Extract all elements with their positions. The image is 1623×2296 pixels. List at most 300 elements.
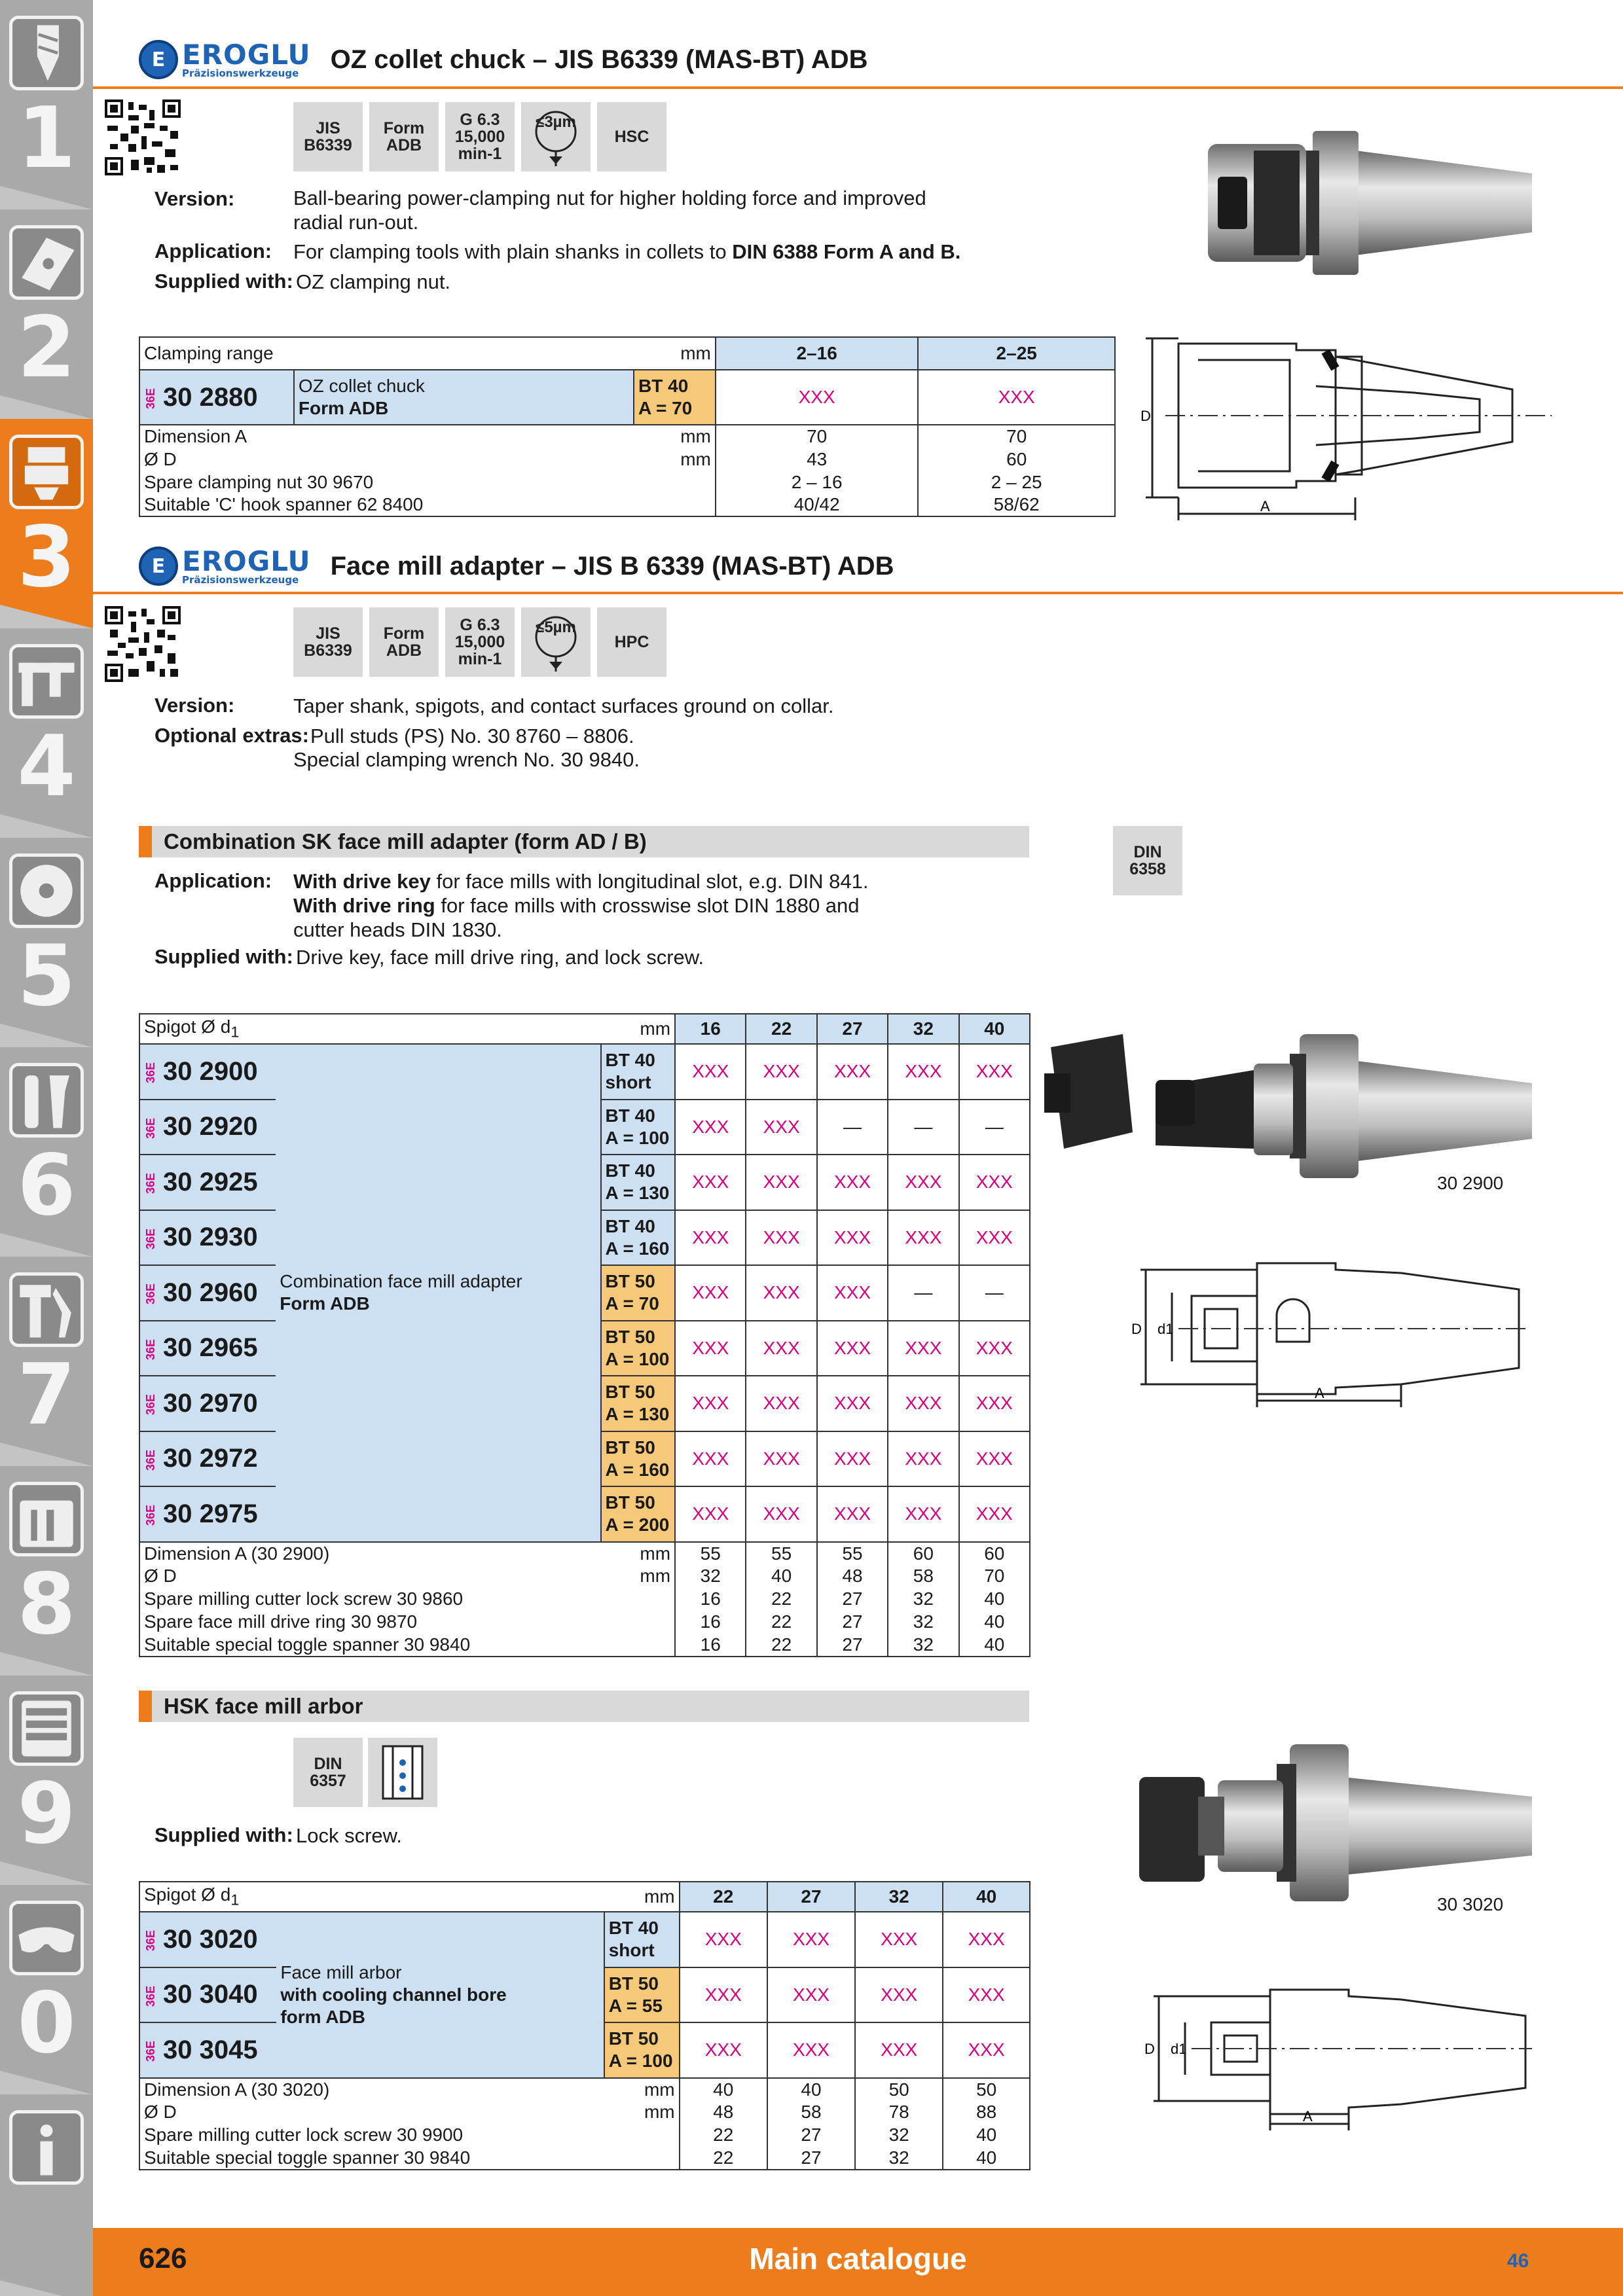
table-row: [139, 1912, 1030, 1967]
price-cell[interactable]: XXX: [959, 1376, 1030, 1431]
price-cell[interactable]: —: [817, 1100, 888, 1155]
dimension-value: 40: [746, 1565, 816, 1588]
s1-table: [139, 336, 1116, 517]
heading-marker: [139, 826, 152, 857]
dimension-value: 50: [943, 2078, 1030, 2101]
s3-heading: Combination SK face mill adapter (form AD / B): [164, 829, 647, 853]
dimension-value: 43: [716, 448, 919, 471]
spec-badge: [597, 607, 666, 677]
dimension-value: 55: [817, 1542, 888, 1565]
page-number: 626: [139, 2242, 187, 2274]
badge-line: G 6.3: [460, 615, 500, 634]
article-cell: [139, 1912, 276, 1967]
dimension-unit: [604, 2124, 680, 2147]
bt-cell: [601, 1155, 676, 1210]
description-cell: [276, 1044, 600, 1542]
s4-supplied-label: Supplied with:: [155, 1823, 293, 1846]
badge-line: 15,000: [454, 127, 505, 146]
dimension-value: 22: [680, 2124, 767, 2147]
insert-icon: [9, 225, 84, 300]
badge-line: 6358: [1129, 860, 1166, 878]
dimension-unit: [601, 1588, 676, 1611]
s2-version-text: Taper shank, spigots, and contact surfaces ground on collar.: [293, 694, 834, 717]
chapter-sidebar: [0, 0, 93, 2296]
price-cell[interactable]: XXX: [680, 1967, 767, 2023]
price-cell[interactable]: —: [959, 1100, 1030, 1155]
article-prefix: 36E: [144, 1930, 157, 1952]
dimension-label: Ø D: [139, 448, 634, 471]
dimension-value: 16: [675, 1634, 746, 1657]
desc-line-bold: Form ADB: [298, 398, 389, 418]
article-number[interactable]: 30 3040: [163, 1980, 258, 2009]
chapter-number: 5: [17, 927, 76, 1025]
desc-line-bold: form ADB: [280, 2006, 365, 2027]
price-cell[interactable]: XXX: [959, 1431, 1030, 1487]
dimension-row: [139, 1542, 1030, 1565]
price-cell[interactable]: XXX: [767, 1912, 855, 1967]
price-cell[interactable]: XXX: [888, 1486, 958, 1542]
s1-article-cell: [139, 370, 294, 425]
price-cell[interactable]: XXX: [888, 1210, 958, 1266]
s3-heading-bar: [139, 826, 1029, 857]
price-cell[interactable]: XXX: [918, 370, 1115, 425]
price-cell[interactable]: XXX: [746, 1486, 816, 1542]
price-cell[interactable]: XXX: [817, 1210, 888, 1266]
s1-table-head-label: Clamping range: [139, 337, 634, 370]
badge-line: JIS: [316, 118, 340, 137]
dimension-value: 58/62: [918, 493, 1115, 516]
drawing-d-label: D: [1140, 408, 1151, 424]
s3-supplied-label: Supplied with:: [155, 945, 293, 968]
chapter-tab-3[interactable]: [0, 419, 93, 628]
dimension-value: 48: [817, 1565, 888, 1588]
dimension-label: Suitable special toggle spanner 30 9840: [139, 2147, 604, 2170]
bt-length: A = 55: [608, 1995, 663, 2016]
dimension-value: 55: [675, 1542, 746, 1565]
hsk-face-mill-arbor-photo: [1126, 1718, 1545, 1914]
bt-size: BT 40: [638, 376, 689, 396]
chuck-icon: [9, 435, 84, 509]
chapter-tab-4[interactable]: [0, 628, 93, 838]
dimension-row: [139, 2124, 1030, 2147]
price-cell[interactable]: XXX: [675, 1210, 746, 1266]
dimension-value: 32: [675, 1565, 746, 1588]
price-cell[interactable]: XXX: [959, 1486, 1030, 1542]
dimension-label: Spare face mill drive ring 30 9870: [139, 1611, 601, 1634]
price-cell[interactable]: XXX: [959, 1210, 1030, 1266]
dimension-row: [139, 1565, 1030, 1588]
dimension-value: 22: [680, 2147, 767, 2170]
dimension-label: Dimension A (30 2900): [139, 1542, 601, 1565]
spec-badge: [369, 607, 439, 677]
price-cell[interactable]: XXX: [675, 1486, 746, 1542]
price-cell[interactable]: XXX: [680, 2022, 767, 2078]
article-cell: [139, 1486, 276, 1542]
s2-optional-text1: Pull studs (PS) No. 30 8760 – 8806.: [310, 725, 634, 747]
bt-cell: [601, 1431, 676, 1487]
bt-size: BT 50: [605, 1326, 655, 1347]
section1-header: [139, 37, 868, 82]
price-cell[interactable]: XXX: [817, 1044, 888, 1100]
page-footer: [93, 2228, 1623, 2296]
bt-length: A = 130: [605, 1404, 670, 1425]
price-cell[interactable]: XXX: [746, 1376, 816, 1431]
price-cell[interactable]: XXX: [767, 2022, 855, 2078]
app-bold: With drive ring: [293, 894, 435, 917]
chapter-tab-0[interactable]: [0, 1885, 93, 2094]
dimension-label: Spare milling cutter lock screw 30 9900: [139, 2124, 604, 2147]
footer-title: Main catalogue: [749, 2242, 967, 2276]
desc-line: Face mill arbor: [280, 1962, 402, 1982]
dimension-row: [139, 1634, 1030, 1657]
bt-cell: [601, 1486, 676, 1542]
price-cell[interactable]: XXX: [746, 1155, 816, 1210]
bt-size: BT 50: [605, 1271, 655, 1292]
article-number[interactable]: 30 2975: [163, 1499, 258, 1528]
dimension-value: 32: [888, 1588, 958, 1611]
price-cell[interactable]: XXX: [817, 1431, 888, 1487]
article-number[interactable]: 30 2880: [163, 382, 258, 412]
article-cell: [139, 1100, 276, 1155]
bt-cell: [604, 2022, 680, 2078]
price-cell[interactable]: XXX: [855, 2022, 943, 2078]
price-cell[interactable]: —: [959, 1265, 1030, 1321]
article-number[interactable]: 30 3020: [163, 1924, 258, 1954]
runout-label: ≤3µm: [536, 113, 576, 131]
brand-logo: [139, 547, 311, 586]
drawing-a-label: A: [1260, 498, 1270, 514]
face-mill-adapter-drawing: [1126, 1257, 1532, 1414]
dimension-value: 40: [680, 2078, 767, 2101]
price-cell[interactable]: XXX: [888, 1321, 958, 1376]
s1-col-head: 2–16: [716, 337, 919, 370]
price-cell[interactable]: XXX: [675, 1044, 746, 1100]
face-mill-adapter-photo: [1038, 1008, 1548, 1198]
price-cell[interactable]: XXX: [675, 1376, 746, 1431]
article-prefix: 36E: [144, 1062, 157, 1084]
bt-length: A = 160: [605, 1238, 670, 1259]
dimension-row: [139, 2147, 1030, 2170]
price-cell[interactable]: XXX: [675, 1321, 746, 1376]
desc-line-bold: Form ADB: [280, 1293, 370, 1314]
price-cell[interactable]: XXX: [959, 1155, 1030, 1210]
article-prefix: 36E: [144, 2041, 157, 2062]
cabinet-icon: [9, 1691, 84, 1766]
chapter-tab-2[interactable]: [0, 209, 93, 419]
bt-size: BT 50: [608, 2028, 659, 2049]
article-prefix: 36E: [144, 1449, 157, 1471]
dimension-value: 58: [888, 1565, 958, 1588]
bt-length: A = 100: [608, 2051, 673, 2072]
badge-line: G 6.3: [460, 110, 500, 129]
dimension-value: 78: [855, 2101, 943, 2124]
price-cell[interactable]: XXX: [888, 1376, 958, 1431]
dimension-row: [139, 2078, 1030, 2101]
s1-col-head: 2–25: [918, 337, 1115, 370]
price-cell[interactable]: XXX: [888, 1044, 958, 1100]
dimension-value: 70: [959, 1565, 1030, 1588]
article-number[interactable]: 30 2900: [163, 1056, 258, 1086]
chapter-number: 6: [17, 1137, 76, 1234]
bt-cell: [601, 1321, 676, 1376]
price-cell[interactable]: XXX: [888, 1155, 958, 1210]
dimension-label: Spare clamping nut 30 9670: [139, 471, 634, 493]
table-head-label: Spigot Ø $d_1$: [139, 1882, 604, 1912]
collet-chuck-drawing: [1139, 331, 1565, 530]
dimension-row: [139, 2101, 1030, 2124]
article-number[interactable]: 30 2930: [163, 1223, 258, 1252]
price-cell[interactable]: XXX: [675, 1265, 746, 1321]
dimension-value: 60: [888, 1542, 958, 1565]
dimension-unit: mm: [604, 2101, 680, 2124]
column-head: 32: [888, 1014, 958, 1044]
article-cell: [139, 1376, 276, 1431]
price-cell[interactable]: XXX: [943, 1967, 1030, 2023]
dimension-unit: [634, 471, 716, 493]
saw-blade-icon: [9, 853, 84, 928]
s2-optional-label: Optional extras:: [155, 724, 309, 747]
dimension-label: Dimension A (30 3020): [139, 2078, 604, 2101]
dimension-value: 40/42: [716, 493, 919, 516]
dimension-unit: mm: [634, 425, 716, 448]
spec-badge: [445, 102, 515, 171]
chapter-tab-i[interactable]: [0, 2094, 93, 2296]
price-cell[interactable]: XXX: [746, 1321, 816, 1376]
dimension-value: 50: [855, 2078, 943, 2101]
brand-name: EROGLU: [182, 38, 311, 71]
dimension-unit: [604, 2147, 680, 2170]
s1-supplied-text: OZ clamping nut.: [296, 270, 451, 293]
price-cell[interactable]: XXX: [888, 1431, 958, 1487]
badge-line: HSC: [614, 127, 649, 146]
s1-desc-cell: [294, 370, 634, 425]
table-header-row: [139, 1882, 1030, 1912]
dimension-unit: mm: [601, 1565, 676, 1588]
article-number[interactable]: 30 2970: [163, 1388, 258, 1418]
dimension-value: 22: [746, 1611, 816, 1634]
dimension-value: 60: [918, 448, 1115, 471]
price-cell[interactable]: XXX: [746, 1431, 816, 1487]
chapter-number: 2: [17, 299, 76, 397]
drawing-a-label: A: [1315, 1385, 1324, 1401]
price-cell[interactable]: XXX: [943, 1912, 1030, 1967]
price-cell[interactable]: —: [888, 1265, 958, 1321]
bt-size: BT 50: [605, 1437, 655, 1458]
price-cell[interactable]: —: [888, 1100, 958, 1155]
dimension-value: 32: [855, 2147, 943, 2170]
column-head: 32: [855, 1882, 943, 1912]
article-number[interactable]: 30 2965: [163, 1333, 258, 1363]
chapter-number: 0: [17, 1975, 76, 2072]
bt-cell: [601, 1376, 676, 1431]
price-cell[interactable]: XXX: [716, 370, 919, 425]
heading-marker: [139, 1691, 152, 1722]
dimension-value: 2 – 25: [918, 471, 1115, 493]
s3-table: [139, 1013, 1030, 1657]
article-prefix: 36E: [144, 1117, 157, 1139]
price-cell[interactable]: XXX: [746, 1210, 816, 1266]
runout-label: ≤5µm: [536, 619, 576, 636]
bt-length: A = 160: [605, 1459, 670, 1480]
column-head: 40: [959, 1014, 1030, 1044]
dimension-unit: [634, 493, 716, 516]
article-cell: [139, 2022, 276, 2078]
price-cell[interactable]: XXX: [855, 1912, 943, 1967]
chapter-tab-7[interactable]: [0, 1257, 93, 1466]
chapter-tab-9[interactable]: [0, 1676, 93, 1885]
price-cell[interactable]: XXX: [680, 1912, 767, 1967]
dimension-unit: mm: [601, 1542, 676, 1565]
article-number[interactable]: 30 2920: [163, 1112, 258, 1141]
chapter-tab-1[interactable]: [0, 0, 93, 209]
price-cell[interactable]: XXX: [817, 1376, 888, 1431]
brand-name: EROGLU: [182, 545, 311, 577]
drawing-d1-label: d1: [1171, 2041, 1187, 2057]
bt-length: A = 100: [605, 1348, 670, 1369]
drawing-d-label: D: [1144, 2041, 1155, 2057]
s1-application-plain: For clamping tools with plain shanks in collets to: [293, 240, 733, 263]
price-cell[interactable]: XXX: [675, 1155, 746, 1210]
chapter-tab-5[interactable]: [0, 838, 93, 1047]
qr-code-icon[interactable]: [105, 606, 181, 682]
s2-version-label: Version:: [155, 694, 235, 717]
dimension-value: 58: [767, 2101, 855, 2124]
badge-line: 6357: [310, 1772, 346, 1790]
spec-badge: [521, 102, 591, 171]
section2-header: [139, 543, 894, 589]
bt-length: A = 70: [605, 1293, 659, 1314]
dimension-row: [139, 471, 1115, 493]
s4-table: [139, 1881, 1030, 2170]
dimension-value: 2 – 16: [716, 471, 919, 493]
spec-badge: [597, 102, 666, 171]
tab-divider: [0, 2280, 93, 2296]
table-head-label: Spigot Ø $d_1$: [139, 1014, 601, 1044]
article-number[interactable]: 30 2960: [163, 1278, 258, 1307]
chapter-number: 9: [17, 1765, 76, 1863]
price-cell[interactable]: XXX: [817, 1321, 888, 1376]
section1-title: OZ collet chuck – JIS B6339 (MAS-BT) ADB: [330, 45, 868, 74]
dimension-label: Suitable special toggle spanner 30 9840: [139, 1634, 601, 1657]
dimension-value: 40: [767, 2078, 855, 2101]
column-head: 16: [675, 1014, 746, 1044]
dimension-value: 27: [767, 2147, 855, 2170]
badge-line: DIN: [1133, 842, 1162, 861]
article-prefix: 36E: [144, 1985, 157, 2007]
article-prefix: 36E: [144, 387, 157, 409]
chapter-tab-8[interactable]: [0, 1466, 93, 1676]
dimension-value: 70: [716, 425, 919, 448]
article-cell: [139, 1044, 276, 1100]
article-number[interactable]: 30 2972: [163, 1444, 258, 1473]
qr-code-icon[interactable]: [105, 99, 181, 175]
chapter-number: 4: [17, 718, 76, 816]
photo-caption: 30 2900: [1437, 1173, 1504, 1193]
dimension-value: 70: [918, 425, 1115, 448]
price-cell[interactable]: XXX: [746, 1044, 816, 1100]
s4-heading-bar: [139, 1691, 1029, 1722]
drawing-d1-label: d1: [1158, 1321, 1174, 1337]
info-icon: [9, 2110, 84, 2185]
coolant-channel-icon: [368, 1738, 437, 1807]
s1-application-text: [293, 240, 1079, 264]
price-cell[interactable]: XXX: [959, 1044, 1030, 1100]
s1-version-text: Ball-bearing power-clamping nut for higher holding force and improved radial run-out.: [293, 187, 926, 234]
price-cell[interactable]: XXX: [767, 1967, 855, 2023]
dimension-label: Ø D: [139, 1565, 601, 1588]
s1-supplied-label: Supplied with:: [155, 270, 293, 293]
bt-length: A = 130: [605, 1183, 670, 1204]
brand-tagline: Präzisionswerkzeuge: [182, 573, 299, 586]
dimension-unit: [601, 1634, 676, 1657]
article-number[interactable]: 30 3045: [163, 2035, 258, 2064]
dimension-value: 40: [959, 1634, 1030, 1657]
price-cell[interactable]: XXX: [746, 1100, 816, 1155]
price-cell[interactable]: XXX: [817, 1486, 888, 1542]
dimension-value: 88: [943, 2101, 1030, 2124]
price-cell[interactable]: XXX: [959, 1321, 1030, 1376]
dimension-value: 40: [959, 1611, 1030, 1634]
dimension-value: 40: [959, 1588, 1030, 1611]
chapter-number: 1: [17, 90, 76, 187]
dimension-value: 16: [675, 1588, 746, 1611]
price-cell[interactable]: XXX: [943, 2022, 1030, 2078]
price-cell[interactable]: XXX: [817, 1155, 888, 1210]
desc-line: OZ collet chuck: [298, 376, 425, 396]
price-cell[interactable]: XXX: [746, 1265, 816, 1321]
s1-bt-cell: [634, 370, 716, 425]
article-prefix: 36E: [144, 1173, 157, 1194]
dimension-value: 22: [746, 1588, 816, 1611]
badge-line: min-1: [458, 145, 502, 164]
s4-supplied-text: Lock screw.: [296, 1824, 402, 1847]
bt-size: BT 40: [608, 1918, 659, 1939]
bt-length: A = 200: [605, 1515, 670, 1535]
bt-cell: [604, 1967, 680, 2023]
s1-table-head-unit: mm: [634, 337, 716, 370]
dimension-label: Suitable 'C' hook spanner 62 8400: [139, 493, 634, 516]
column-head: 27: [817, 1014, 888, 1044]
bt-size: BT 40: [605, 1160, 655, 1181]
pliers-icon: [9, 1272, 84, 1347]
article-cell: [139, 1265, 276, 1321]
dimension-value: 40: [943, 2147, 1030, 2170]
column-head: 22: [680, 1882, 767, 1912]
price-cell[interactable]: XXX: [817, 1265, 888, 1321]
chapter-number: 8: [17, 1556, 76, 1653]
price-cell[interactable]: XXX: [855, 1967, 943, 2023]
dimension-row: [139, 1611, 1030, 1634]
chapter-tab-6[interactable]: [0, 1047, 93, 1257]
column-head: 22: [746, 1014, 816, 1044]
bt-length: short: [605, 1072, 651, 1093]
price-cell[interactable]: XXX: [675, 1100, 746, 1155]
article-number[interactable]: 30 2925: [163, 1167, 258, 1196]
dimension-value: 27: [817, 1611, 888, 1634]
dimension-value: 55: [746, 1542, 816, 1565]
drawing-a-label: A: [1303, 2108, 1313, 2125]
s1-application-label: Application:: [155, 240, 272, 262]
article-cell: [139, 1155, 276, 1210]
spec-badge: [445, 607, 515, 677]
wrench-icon: [9, 1063, 84, 1138]
dimension-value: 16: [675, 1611, 746, 1634]
subscript: 1: [230, 1023, 240, 1041]
article-prefix: 36E: [144, 1394, 157, 1416]
spec-badge: [369, 102, 439, 171]
price-cell[interactable]: XXX: [675, 1431, 746, 1487]
photo-caption: 30 3020: [1437, 1894, 1504, 1914]
